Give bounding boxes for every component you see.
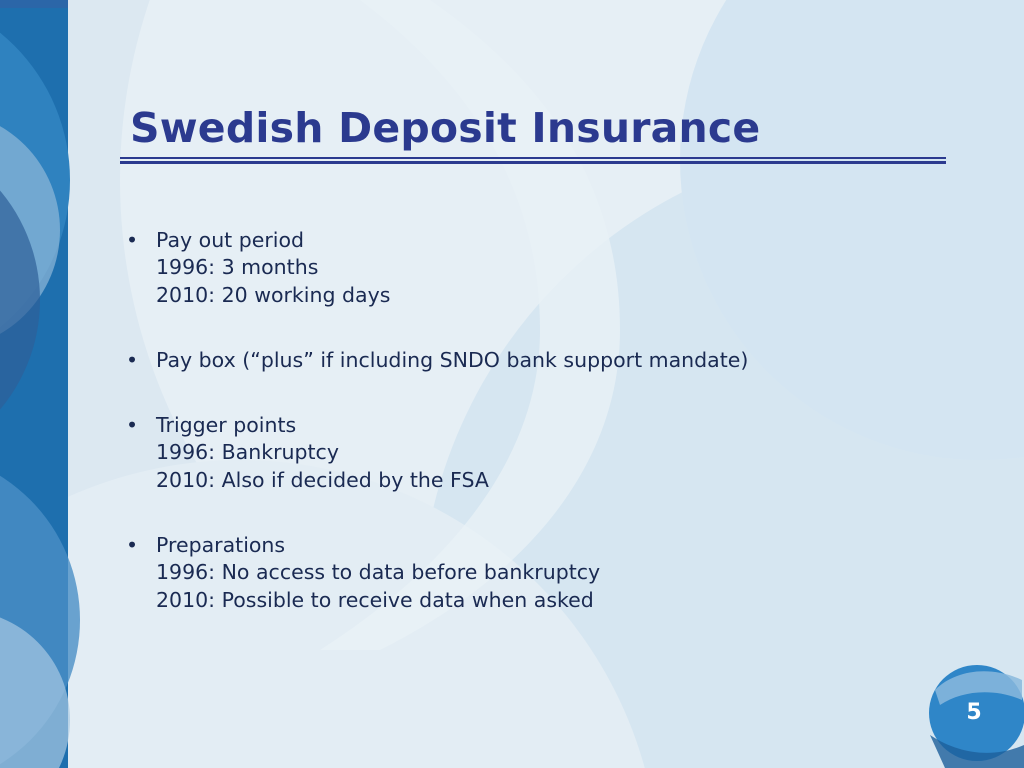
bullet-item bbox=[126, 347, 906, 374]
bullet-symbol: • bbox=[126, 347, 139, 372]
title-underline bbox=[120, 157, 946, 159]
bullet-list bbox=[126, 227, 906, 614]
bullet-detail: 2010: Possible to receive data when asked bbox=[156, 587, 594, 612]
bullet-detail: 1996: Bankruptcy bbox=[156, 440, 339, 465]
bullet-detail: 2010: Also if decided by the FSA bbox=[156, 467, 489, 492]
bullet-item bbox=[126, 532, 906, 614]
bullet-text bbox=[156, 227, 906, 309]
bullet-item bbox=[126, 412, 906, 494]
bullet-heading: Pay box (“plus” if including SNDO bank support mandate) bbox=[156, 347, 749, 372]
bullet-text bbox=[156, 412, 906, 494]
bullet-text bbox=[156, 532, 906, 614]
bullet-symbol: • bbox=[126, 533, 139, 558]
bullet-text bbox=[156, 347, 906, 374]
bullet-detail: 1996: No access to data before bankruptcy bbox=[156, 560, 601, 585]
bullet-heading: Trigger points bbox=[156, 413, 297, 438]
bullet-symbol: • bbox=[126, 228, 139, 252]
bullet-heading: Preparations bbox=[156, 533, 286, 558]
bullet-item bbox=[126, 227, 906, 309]
page-number: 5 bbox=[966, 700, 982, 725]
bullet-heading: Pay out period bbox=[156, 228, 305, 252]
bullet-symbol: • bbox=[126, 413, 139, 438]
bullet-detail: 2010: 20 working days bbox=[156, 282, 391, 307]
bullet-detail: 1996: 3 months bbox=[156, 255, 319, 280]
slide-title: Swedish Deposit Insurance bbox=[130, 104, 761, 152]
title-underline-thick bbox=[120, 161, 946, 164]
